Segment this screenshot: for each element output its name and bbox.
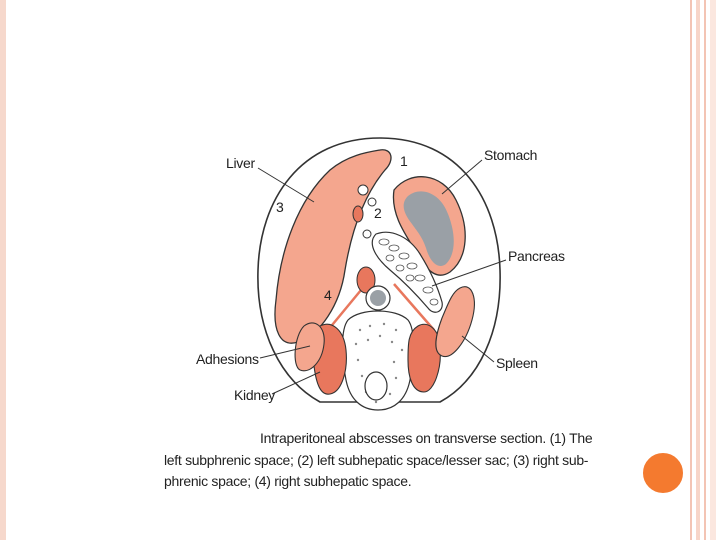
stomach-label: Stomach (484, 147, 538, 163)
rail-line (710, 0, 716, 540)
aorta-lumen (370, 290, 386, 306)
duct-shape (353, 206, 363, 222)
space-3-label: 3 (276, 199, 284, 215)
space-4-label: 4 (324, 287, 332, 303)
vessel-circle (358, 185, 368, 195)
kidney-label: Kidney (234, 387, 276, 403)
rail-line (696, 0, 700, 540)
rail-line (690, 0, 692, 540)
vessel-circle (363, 230, 371, 238)
transverse-section-diagram (180, 130, 580, 420)
accent-circle (640, 450, 686, 496)
spinal-canal (365, 372, 387, 400)
space-2-label: 2 (374, 205, 382, 221)
liver-label: Liver (226, 155, 255, 171)
rail-line (704, 0, 706, 540)
spleen-label: Spleen (496, 355, 538, 371)
pancreas-label: Pancreas (508, 248, 565, 264)
space-1-label: 1 (400, 153, 408, 169)
decorative-side-rails (690, 0, 720, 540)
caption-line: left subphrenic space; (2) left subhepatic space/lesser sac; (3) right sub- (164, 451, 589, 468)
caption-line: phrenic space; (4) right subhepatic space. (164, 473, 412, 490)
caption-line: Intraperitoneal abscesses on transverse section. (1) The (260, 430, 593, 446)
adhesions-label: Adhesions (196, 351, 259, 367)
figure-caption (164, 428, 604, 493)
